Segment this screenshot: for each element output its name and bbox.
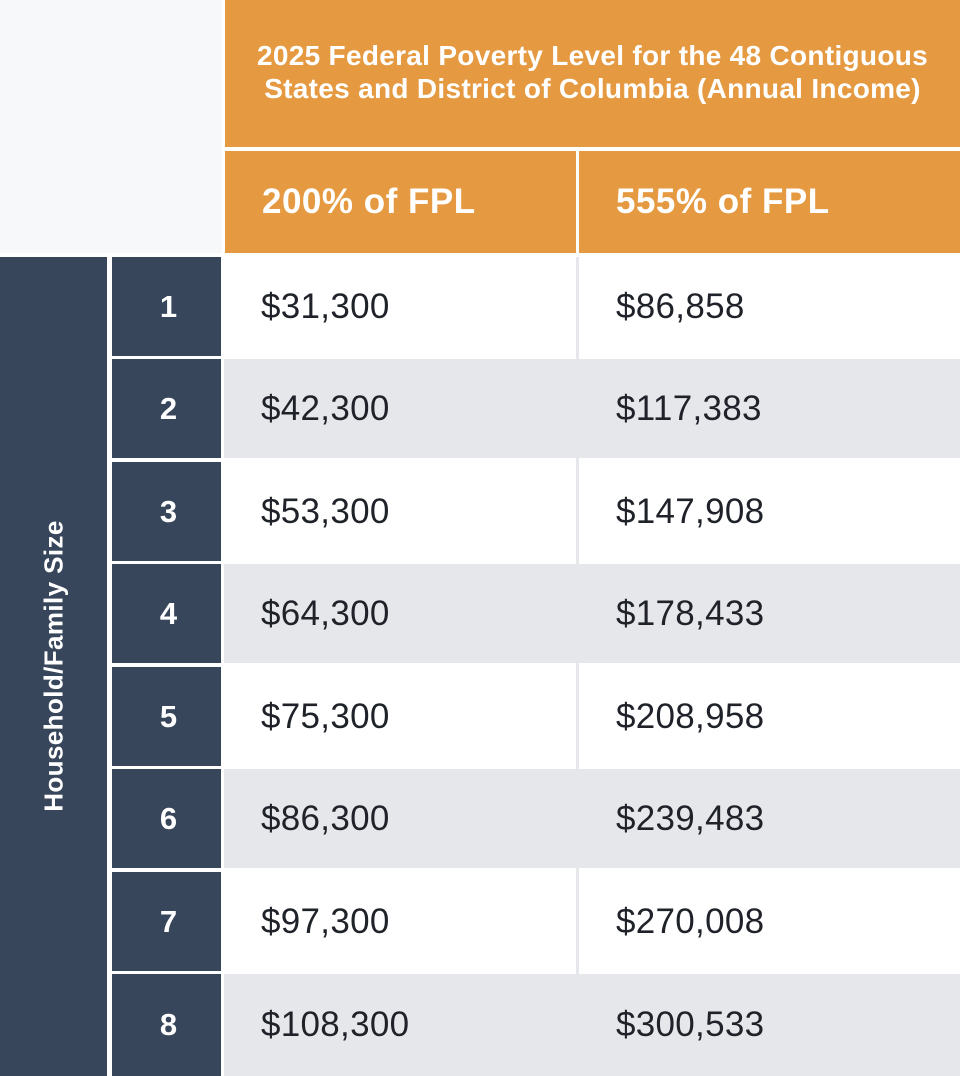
fpl-200-cell: $64,300: [224, 564, 576, 663]
table-row: [0, 359, 960, 458]
column-divider: [576, 257, 579, 1076]
table-corner-blank: [0, 0, 222, 253]
fpl-555-cell: $300,533: [579, 974, 960, 1076]
fpl-200-cell: $108,300: [224, 974, 576, 1076]
fpl-200-cell: $31,300: [224, 257, 576, 356]
fpl-200-cell: $42,300: [224, 359, 576, 458]
table-title: 2025 Federal Poverty Level for the 48 Contiguous States and District of Columbia (Annual Income): [256, 39, 929, 104]
fpl-200-cell: $53,300: [224, 462, 576, 561]
table-row: [0, 564, 960, 663]
fpl-555-cell: $117,383: [579, 359, 960, 458]
table-row: [0, 462, 960, 561]
household-size-cell: 7: [112, 872, 221, 971]
fpl-555-cell: $147,908: [579, 462, 960, 561]
household-size-cell: 3: [112, 462, 221, 561]
table-title-cell: [225, 0, 960, 147]
fpl-555-cell: $270,008: [579, 872, 960, 971]
table-row: [0, 974, 960, 1076]
household-size-cell: 2: [112, 359, 221, 458]
household-size-cell: 8: [112, 974, 221, 1076]
table-row: [0, 872, 960, 971]
fpl-200-cell: $97,300: [224, 872, 576, 971]
household-size-cell: 1: [112, 257, 221, 356]
fpl-555-cell: $239,483: [579, 769, 960, 868]
column-header-200-fpl: 200% of FPL: [225, 151, 576, 253]
row-header-label: Household/Family Size: [38, 520, 69, 812]
fpl-555-cell: $178,433: [579, 564, 960, 663]
fpl-555-cell: $86,858: [579, 257, 960, 356]
fpl-200-cell: $75,300: [224, 667, 576, 766]
table-row: [0, 769, 960, 868]
household-size-cell: 6: [112, 769, 221, 868]
fpl-555-cell: $208,958: [579, 667, 960, 766]
fpl-200-cell: $86,300: [224, 769, 576, 868]
household-size-cell: 5: [112, 667, 221, 766]
household-size-cell: 4: [112, 564, 221, 663]
table-row: [0, 257, 960, 356]
column-header-555-fpl: 555% of FPL: [579, 151, 960, 253]
table-row: [0, 667, 960, 766]
